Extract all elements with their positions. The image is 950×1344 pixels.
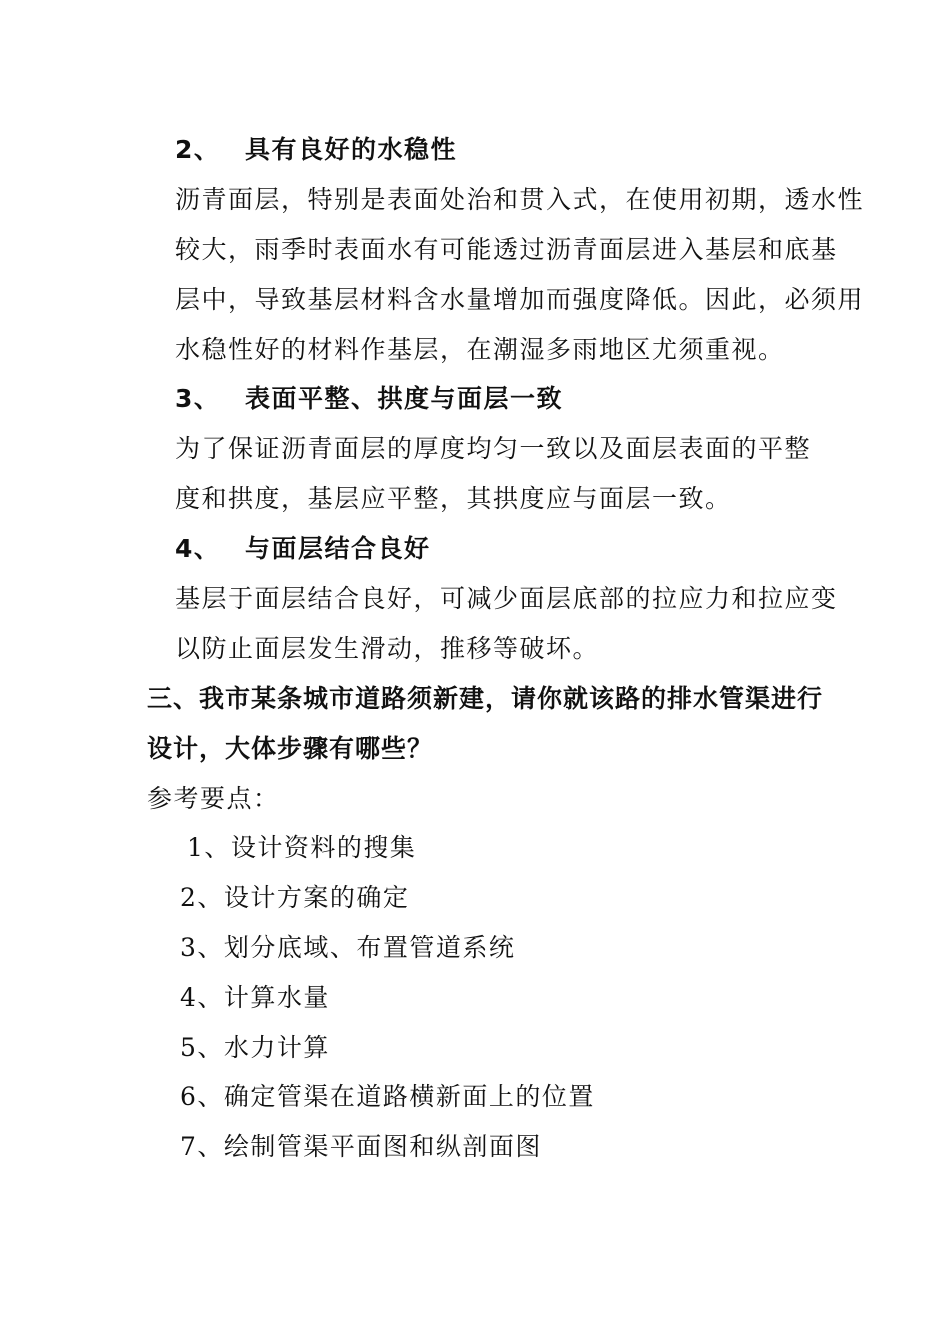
section-heading bbox=[175, 383, 563, 415]
step-item: 2、设计方案的确定 bbox=[180, 883, 410, 912]
section-number: 3、 bbox=[175, 384, 221, 413]
section-number: 2、 bbox=[175, 135, 221, 164]
step-item: 3、划分底域、布置管道系统 bbox=[180, 933, 516, 962]
section-title: 表面平整、拱度与面层一致 bbox=[245, 384, 564, 413]
section-heading bbox=[175, 533, 431, 565]
step-item: 4、计算水量 bbox=[180, 983, 330, 1012]
step-item: 6、确定管渠在道路横新面上的位置 bbox=[180, 1082, 595, 1111]
paragraph-line: 度和拱度，基层应平整，其拱度应与面层一致。 bbox=[175, 484, 732, 513]
section-title: 具有良好的水稳性 bbox=[245, 135, 458, 164]
paragraph-line: 层中，导致基层材料含水量增加而强度降低。因此，必须用 bbox=[175, 285, 865, 314]
paragraph-line: 较大，雨季时表面水有可能透过沥青面层进入基层和底基 bbox=[175, 235, 838, 264]
section-heading bbox=[175, 134, 457, 166]
paragraph-line: 基层于面层结合良好，可减少面层底部的拉应力和拉应变 bbox=[175, 584, 838, 613]
question-line: 设计，大体步骤有哪些？ bbox=[147, 734, 434, 763]
step-item: 1、设计资料的搜集 bbox=[187, 833, 417, 862]
reference-label: 参考要点： bbox=[147, 784, 280, 813]
step-item: 5、水力计算 bbox=[180, 1033, 330, 1062]
paragraph-line: 沥青面层，特别是表面处治和贯入式，在使用初期，透水性 bbox=[175, 185, 865, 214]
section-number: 4、 bbox=[175, 534, 221, 563]
paragraph-line: 以防止面层发生滑动，推移等破坏。 bbox=[175, 634, 600, 663]
paragraph-line: 水稳性好的材料作基层，在潮湿多雨地区尤须重视。 bbox=[175, 335, 785, 364]
section-title: 与面层结合良好 bbox=[245, 534, 431, 563]
paragraph-line: 为了保证沥青面层的厚度均匀一致以及面层表面的平整 bbox=[175, 434, 812, 463]
question-line: 三、我市某条城市道路须新建，请你就该路的排水管渠进行 bbox=[147, 684, 824, 713]
step-item: 7、绘制管渠平面图和纵剖面图 bbox=[180, 1132, 542, 1161]
